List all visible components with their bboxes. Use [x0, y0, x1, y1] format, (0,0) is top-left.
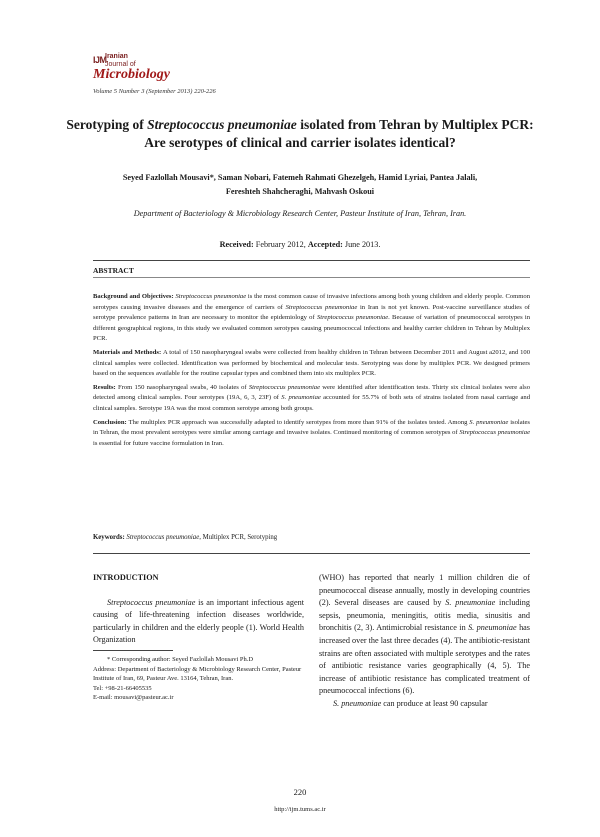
divider	[93, 260, 530, 261]
authors-line-1: Seyed Fazlollah Mousavi*, Saman Nobari, Fatemeh Rahmati Ghezelgeh, Hamid Lyriai, Pantea Jalali,	[122, 173, 478, 182]
accepted-label: Accepted:	[307, 240, 343, 249]
intro-paragraph-1: Streptococcus pneumoniae is an important infectious agent causing of life-threatening infection diseases worldwide, particularly in children and the elderly people (1). World Health Organization	[93, 597, 304, 645]
intro-paragraph-1-cont: (WHO) has reported that nearly 1 million children die of pneumococcal disease annually, mostly in developing countries (2). Several diseases are caused by S. pneumoniae including sepsis, pneumonia, meningitis, otitis media, sinusitis and bronchitis (2, 3). Antimicrobial resistance in S. pneumoniae has increased over the last three decades (4). The antibiotic-resistant strains are often associated with multiple serotypes and the rates of antibiotic resistance varies geographically (4, 5). The increase of antibiotic resistance has complicated treatment of pneumococcal infections (6).	[319, 573, 530, 696]
journal-url[interactable]: http://ijm.tums.ac.ir	[274, 806, 326, 813]
logo-mark: IJM	[93, 55, 107, 65]
logo-line-1: Iranian	[105, 53, 128, 60]
author-list	[70, 171, 530, 199]
abstract-methods: Materials and Methods: A total of 150 nasopharyngeal swabs were collected from healthy children in Tehran between December 2011 and August a2012, and 100 clinical samples were collected. Identification was performed by biochemical and molecular tests. Serotyping was done by multiplex PCR. We designed primers based on the sequences available for the routine capsular types and combined them into six multiplex PCR.	[93, 348, 530, 378]
footnote-rule	[93, 650, 173, 651]
page-number: 220	[293, 787, 307, 797]
affiliation: Department of Bacteriology & Microbiology Research Center, Pasteur Institute of Iran, Tehran, Iran.	[133, 209, 467, 218]
volume-info: Volume 5 Number 3 (September 2013) 220-226	[93, 88, 216, 95]
intro-paragraph-2: S. pneumoniae can produce at least 90 capsular	[333, 698, 488, 708]
abstract-heading: ABSTRACT	[93, 266, 134, 275]
authors-line-2: Fereshteh Shahcheraghi, Mahvash Oskoui	[225, 187, 375, 196]
corresponding-author-footnote: * Corresponding author: Seyed Fazlollah Mousavi Ph.D Address: Department of Bacteriology & Microbiology Research Center, Pasteur Institute of Iran, 69, Pasteur Ave. 13164, Tehran, Iran. Tel: +98-21-66405535 E-mail: mousavi@pasteur.ac.ir	[93, 656, 302, 702]
article-title	[60, 116, 540, 152]
abstract-body	[93, 292, 530, 452]
received-date: February 2012,	[253, 240, 308, 249]
divider	[93, 553, 530, 554]
divider	[93, 277, 530, 278]
right-column	[319, 572, 530, 711]
journal-logo	[93, 53, 213, 93]
intro-heading: INTRODUCTION	[93, 573, 159, 582]
article-dates	[60, 240, 540, 249]
left-column	[93, 572, 304, 647]
title-post: isolated from Tehran by Multiplex PCR: Are serotypes of clinical and carrier isolates identical?	[144, 117, 534, 150]
received-label: Received:	[219, 240, 254, 249]
logo-line-3: Microbiology	[93, 67, 170, 82]
accepted-date: June 2013.	[342, 240, 381, 249]
abstract-background: Background and Objectives: Streptococcus pneumoniae is the most common cause of invasive infections among both young children and elderly people. Common serotypes causing invasive diseases and the emergence of carriers of Streptococcus pneumoniae in Iran is not yet known. Post-vaccine surveillance studies of serotype prevalence patterns in Iran are necessary to monitor the epidemiology of Streptococcus pneumoniae. Because of variation of pneumococcal serotypes in different geographical regions, in this study we evaluated common serotypes causing pneumococcal infections and healthy carrier children in Tehran by Multiplex PCR.	[93, 293, 531, 343]
logo-line-2: Journal of	[105, 61, 136, 68]
keywords: Keywords: Streptococcus pneumoniae, Multiplex PCR, Serotyping	[93, 534, 278, 541]
title-species: Streptococcus pneumoniae	[147, 117, 297, 132]
abstract-conclusion: Conclusion: The multiplex PCR approach was successfully adapted to identify serotypes from more than 91% of the isolates tested. Among S. pneumoniae isolates in Tehran, the most prevalent serotypes were similar among carriage and invasive isolates. Continued monitoring of common serotypes of Streptococcus pneumoniae is essential for future vaccine formulation in Iran.	[93, 418, 530, 447]
abstract-results: Results: From 150 nasopharyngeal swabs, 40 isolates of Streptococcus pneumoniae were identified after identification tests. Thirty six clinical isolates were also detected among clinical samples. Four serotypes (19A, 6, 3, 23F) of S. pneumoniae accounted for 55.7% of both sets of strains isolated from nasal carriage and clinical samples. Serotype 19A was the most common serotype among both groups.	[93, 383, 531, 412]
title-pre: Serotyping of	[66, 117, 148, 132]
